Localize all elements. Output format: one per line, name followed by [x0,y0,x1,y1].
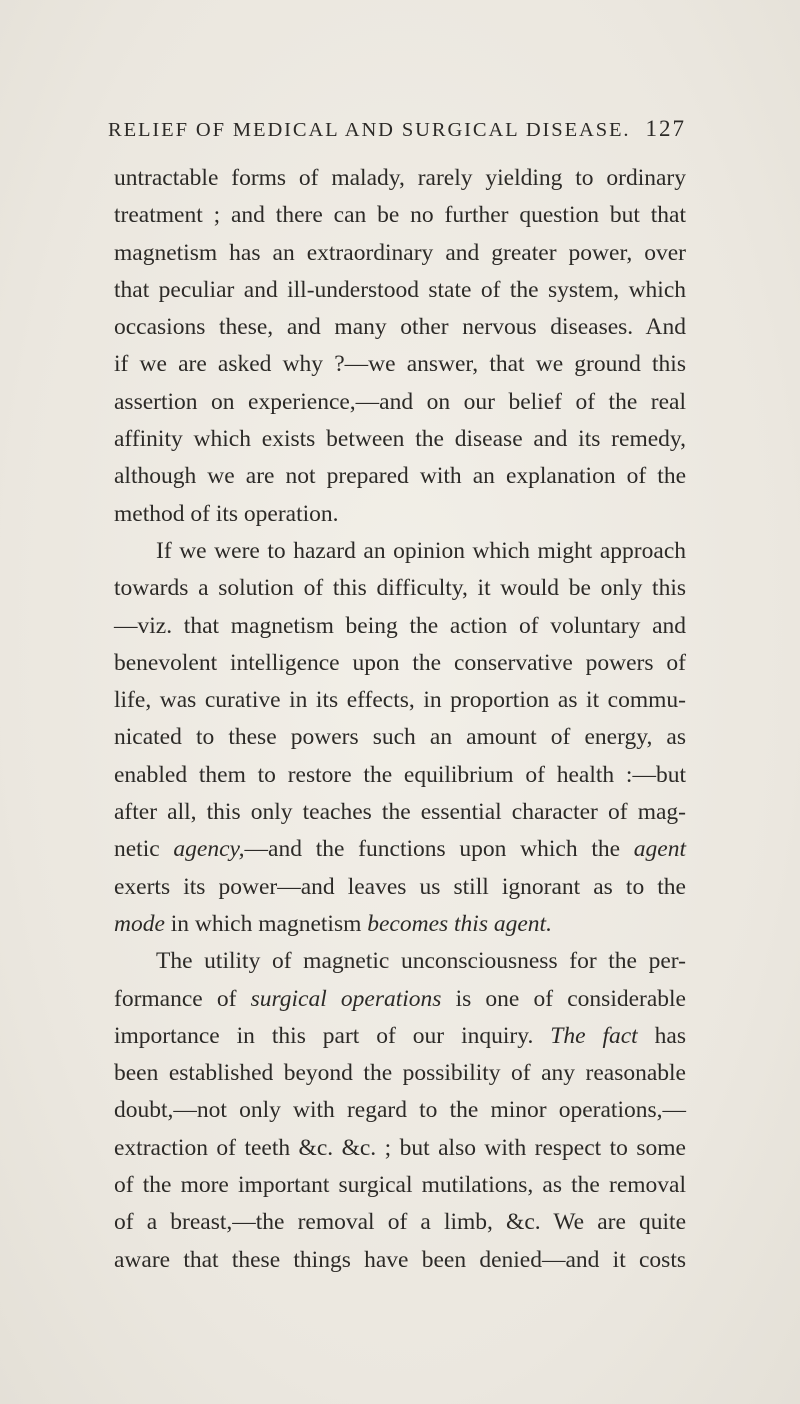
text-line: —viz. that magnetism being the action of voluntary and [114,612,686,639]
text-line: benevolent intelligence upon the conservative powers of [114,649,686,676]
text-line: extraction of teeth &c. &c. ; but also with respect to some [114,1134,686,1161]
paragraph-start-line: If we were to hazard an opinion which might approach [156,537,686,564]
text-line: if we are asked why ?—we answer, that we ground this [114,351,686,378]
text-line: formance of surgical operations is one of considerable [114,985,686,1012]
text-line: untractable forms of malady, rarely yielding to ordinary [114,165,686,191]
text-line: that peculiar and ill-understood state of the system, which [114,276,686,303]
text-line: nicated to these powers such an amount of energy, as [114,724,686,751]
text-line: occasions these, and many other nervous diseases. And [114,314,686,341]
text-line: exerts its power—and leaves us still ignorant as to the [114,873,686,900]
body-text [114,160,686,1279]
text-line: magnetism has an extraordinary and greater power, over [114,239,686,266]
text-line: life, was curative in its effects, in proportion as it commu- [114,687,686,714]
page-number: 127 [645,116,686,141]
paragraph-end-line: mode in which magnetism becomes this agent. [114,910,552,937]
text-line: towards a solution of this difficulty, it would be only this [114,575,686,602]
text-line: treatment ; and there can be no further question but that [114,202,686,229]
running-head [108,116,686,148]
text-line: affinity which exists between the disease and its remedy, [114,426,686,453]
text-line: of a breast,—the removal of a limb, &c. We are quite [114,1209,686,1236]
paragraph-end-line: method of its operation. [114,500,339,527]
paragraph-start-line: The utility of magnetic unconsciousness for the per- [156,948,686,975]
text-line: been established beyond the possibility of any reasonable [114,1060,686,1087]
text-line: enabled them to restore the equilibrium of health :—but [114,761,686,788]
text-line: of the more important surgical mutilations, as the removal [114,1172,686,1199]
text-line: assertion on experience,—and on our belief of the real [114,388,686,415]
text-line: netic agency,—and the functions upon which the agent [114,836,686,863]
text-line: after all, this only teaches the essential character of mag- [114,799,686,826]
text-line: doubt,—not only with regard to the minor operations,— [114,1097,686,1124]
running-title: RELIEF OF MEDICAL AND SURGICAL DISEASE. [108,119,631,141]
text-line: aware that these things have been denied—and it costs [114,1246,686,1273]
text-line: importance in this part of our inquiry. The fact has [114,1022,686,1049]
text-line: although we are not prepared with an explanation of the [114,463,686,490]
